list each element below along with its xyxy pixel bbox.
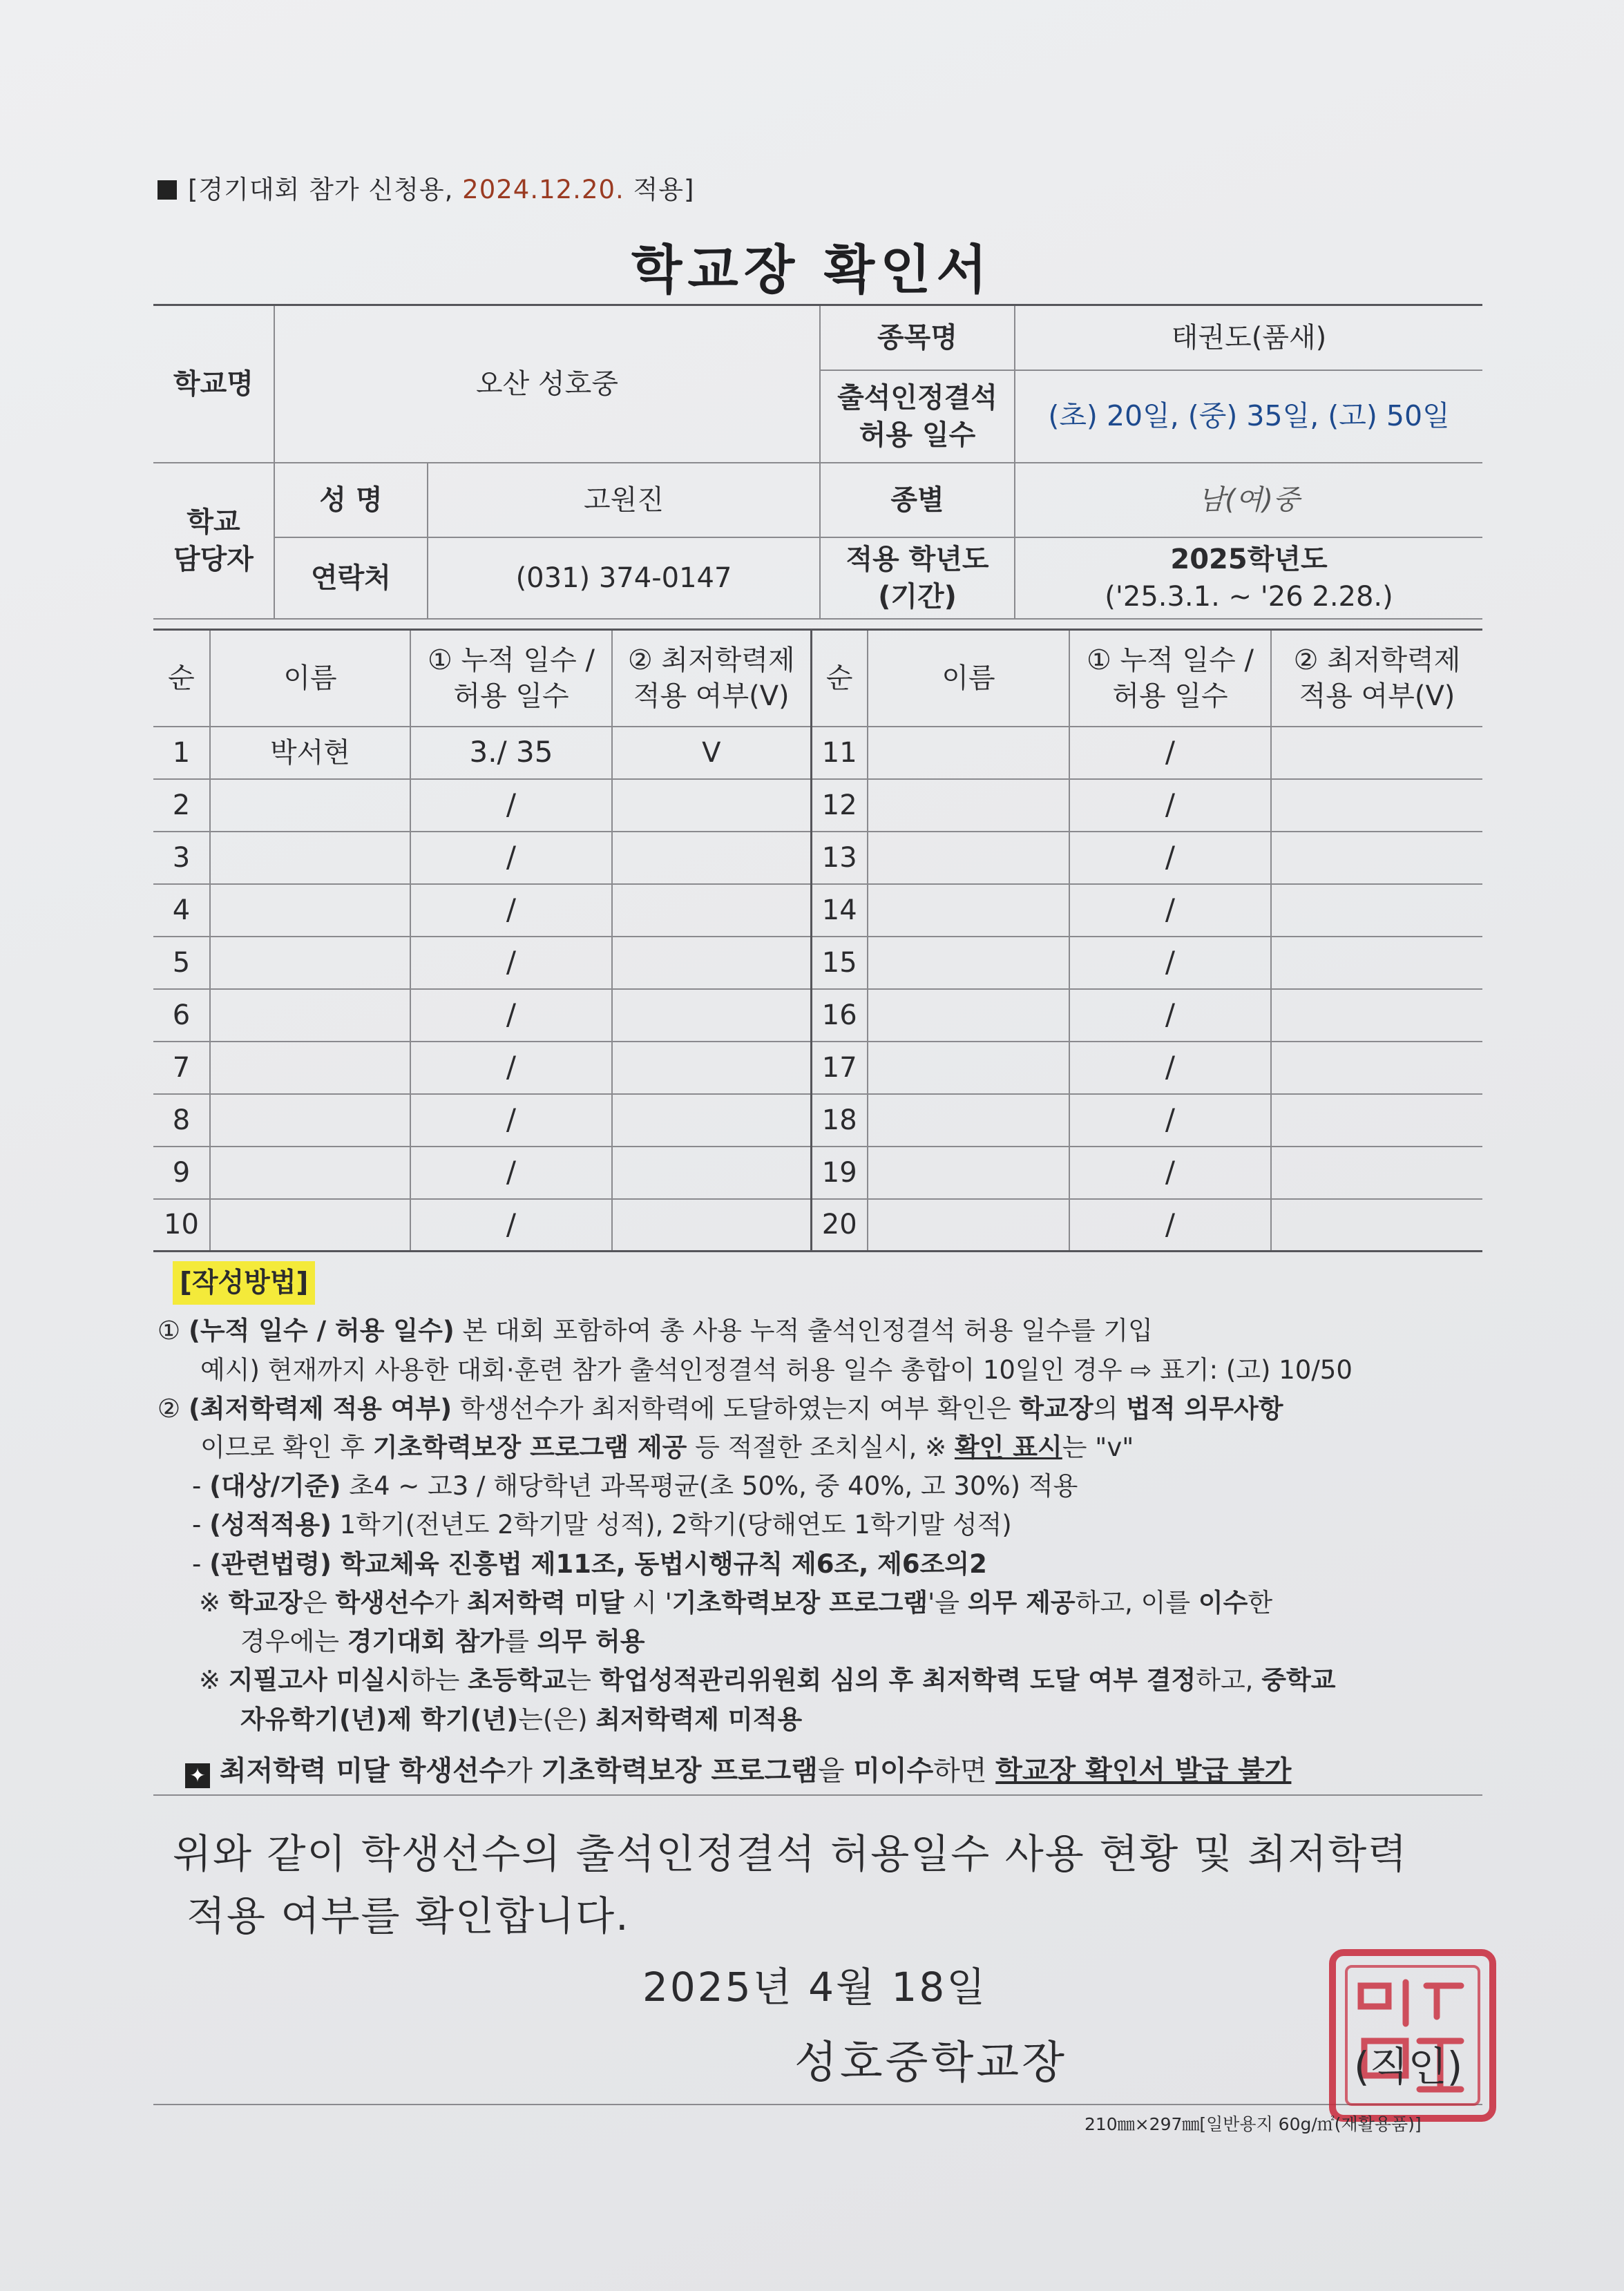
year-label-line1: 적용 학년도 xyxy=(846,543,989,575)
final-warning-part: 가 xyxy=(506,1754,542,1787)
col-header-minimum xyxy=(612,630,811,727)
note-1-mark: ※ xyxy=(199,1587,229,1618)
note-1-line2-part: 경우에는 xyxy=(240,1627,347,1657)
row-check xyxy=(612,1147,811,1199)
col-header-no: 순 xyxy=(811,630,868,727)
col-header-days-line2: 허용 일수 xyxy=(453,680,569,712)
table-row xyxy=(153,1094,1482,1147)
col-header-days-line1: ① 누적 일수 / xyxy=(1086,644,1254,676)
row-number: 16 xyxy=(811,989,868,1042)
bullet-dash: - xyxy=(192,1471,210,1502)
document-title: 학교장 확인서 xyxy=(631,239,993,300)
row-days: / xyxy=(1069,779,1271,832)
instruction-2-legal-duty: 법적 의무사항 xyxy=(1126,1393,1283,1424)
row-days: / xyxy=(1069,727,1271,779)
note-2-mark: ※ xyxy=(199,1665,229,1696)
row-name xyxy=(210,884,410,937)
row-name xyxy=(210,1147,410,1199)
note-1-line2-part: 의무 허용 xyxy=(537,1627,645,1657)
col-header-days-line1: ① 누적 일수 / xyxy=(427,644,595,676)
row-name xyxy=(210,989,410,1042)
row-days: 3./ 35 xyxy=(410,727,612,779)
row-number: 15 xyxy=(811,937,868,989)
instruction-2-number: ② xyxy=(157,1393,181,1424)
col-header-minimum-line2: 적용 여부(V) xyxy=(633,680,790,712)
bullet-grades-text: 1학기(전년도 2학기말 성적), 2학기(당해연도 1학기말 성적) xyxy=(331,1510,1012,1540)
event-value: 태권도(품새) xyxy=(1015,305,1482,370)
col-header-days-line2: 허용 일수 xyxy=(1112,680,1228,712)
row-name xyxy=(210,832,410,884)
row-number: 20 xyxy=(811,1199,868,1252)
table-row xyxy=(153,1199,1482,1252)
note-1-part: '을 xyxy=(928,1587,968,1618)
note-1-part: 기초학력보장 프로그램 xyxy=(671,1587,928,1618)
year-label xyxy=(820,537,1015,619)
row-name xyxy=(868,884,1069,937)
table-row xyxy=(153,937,1482,989)
instruction-1 xyxy=(157,1312,1484,1350)
name-label: 성 명 xyxy=(274,463,428,537)
instruction-2-particle: 의 xyxy=(1093,1393,1127,1424)
col-header-minimum-line1: ② 최저학력제 xyxy=(627,644,795,676)
year-period: ('25.3.1. ~ '26 2.28.) xyxy=(1105,580,1393,613)
instruction-2 xyxy=(157,1390,1484,1428)
row-check xyxy=(612,989,811,1042)
row-name xyxy=(868,832,1069,884)
student-roster-table xyxy=(153,629,1482,1252)
row-number: 17 xyxy=(811,1042,868,1094)
row-days: / xyxy=(1069,884,1271,937)
divider xyxy=(153,2104,1482,2105)
note-2-part: 초등학교 xyxy=(468,1665,567,1696)
row-check xyxy=(1271,937,1482,989)
category-label: 종별 xyxy=(820,463,1015,537)
statement-line-2: 적용 여부를 확인합니다. xyxy=(187,1892,630,1939)
row-check xyxy=(1271,727,1482,779)
instruction-bullet-target xyxy=(157,1467,1484,1506)
writing-instructions xyxy=(157,1261,1484,1792)
name-value: 고원진 xyxy=(428,463,820,537)
instruction-2-principal: 학교장 xyxy=(1019,1393,1093,1424)
row-number: 7 xyxy=(153,1042,210,1094)
col-header-minimum-line1: ② 최저학력제 xyxy=(1293,644,1461,676)
row-name xyxy=(868,937,1069,989)
row-name xyxy=(868,1094,1069,1147)
row-number: 13 xyxy=(811,832,868,884)
row-check: V xyxy=(612,727,811,779)
row-days: / xyxy=(410,1042,612,1094)
bullet-laws-text: 학교체육 진흥법 제11조, 동법시행규칙 제6조, 제6조의2 xyxy=(331,1549,987,1579)
bullet-laws-heading: (관련법령) xyxy=(209,1549,332,1579)
label-text-open: [경기대회 참가 신청용, xyxy=(188,175,463,204)
row-name xyxy=(210,1199,410,1252)
note-2-line2-part: 는(은) xyxy=(518,1704,596,1734)
row-number: 3 xyxy=(153,832,210,884)
note-1-part: 시 ' xyxy=(624,1587,672,1618)
row-check xyxy=(1271,1094,1482,1147)
instruction-note-2 xyxy=(157,1661,1484,1700)
row-name xyxy=(868,1199,1069,1252)
row-check xyxy=(1271,1147,1482,1199)
row-name xyxy=(868,727,1069,779)
instruction-1-text: 본 대회 포함하여 총 사용 누적 출석인정결석 허용 일수를 기입 xyxy=(454,1316,1153,1346)
table-row xyxy=(153,1147,1482,1199)
row-number: 11 xyxy=(811,727,868,779)
final-warning-part: 최저학력 미달 학생선수 xyxy=(220,1754,506,1787)
instructions-tag: [작성방법] xyxy=(173,1261,315,1305)
row-check xyxy=(612,937,811,989)
label-date: 2024.12.20. xyxy=(462,175,624,204)
row-days: / xyxy=(1069,1094,1271,1147)
note-1-part: 이수 xyxy=(1198,1587,1248,1618)
row-number: 8 xyxy=(153,1094,210,1147)
table-row xyxy=(153,832,1482,884)
row-name xyxy=(868,1147,1069,1199)
table-row xyxy=(153,727,1482,779)
instruction-note-1-line2 xyxy=(157,1622,1484,1661)
contact-value: (031) 374-0147 xyxy=(428,537,820,619)
note-1-part: 하고, 이를 xyxy=(1075,1587,1198,1618)
note-1-part: 은 xyxy=(303,1587,336,1618)
contact-label: 연락처 xyxy=(274,537,428,619)
square-bullet-icon xyxy=(157,180,177,200)
year-value xyxy=(1015,537,1482,619)
row-days: / xyxy=(1069,1042,1271,1094)
table-row xyxy=(153,884,1482,937)
row-days: / xyxy=(410,1094,612,1147)
bullet-grades-heading: (성적적용) xyxy=(209,1510,332,1540)
row-check xyxy=(612,832,811,884)
row-number: 18 xyxy=(811,1094,868,1147)
row-days: / xyxy=(410,937,612,989)
paper-size-note: 210㎜×297㎜[일반용지 60g/㎡(재활용품)] xyxy=(1085,2114,1422,2134)
manager-label-line2: 담당자 xyxy=(173,543,254,575)
note-2-part: 하는 xyxy=(410,1665,468,1696)
instruction-2-program: 기초학력보장 프로그램 제공 xyxy=(372,1432,687,1462)
instruction-bullet-grades xyxy=(157,1506,1484,1544)
row-days: / xyxy=(1069,1199,1271,1252)
final-warning-part: 하면 xyxy=(933,1754,996,1787)
final-warning-part: 을 xyxy=(817,1754,854,1787)
absence-value: (초) 20일, (중) 35일, (고) 50일 xyxy=(1015,370,1482,463)
school-label: 학교명 xyxy=(153,305,274,463)
divider xyxy=(153,1794,1482,1796)
absence-label xyxy=(820,370,1015,463)
col-header-name: 이름 xyxy=(210,630,410,727)
instruction-2-text: 학생선수가 최저학력에 도달하였는지 여부 확인은 xyxy=(452,1393,1020,1424)
row-check xyxy=(612,1094,811,1147)
row-days: / xyxy=(1069,937,1271,989)
note-2-part: 학업성적관리위원회 심의 후 최저학력 도달 여부 결정 xyxy=(599,1665,1196,1696)
row-check xyxy=(1271,1042,1482,1094)
row-number: 9 xyxy=(153,1147,210,1199)
col-header-name: 이름 xyxy=(868,630,1069,727)
row-check xyxy=(1271,884,1482,937)
instruction-1-number: ① xyxy=(157,1316,181,1346)
school-name: 오산 성호중 xyxy=(274,305,820,463)
row-name xyxy=(210,779,410,832)
row-check xyxy=(1271,779,1482,832)
row-days: / xyxy=(410,1199,612,1252)
category-value: 남(여)중 xyxy=(1015,463,1482,537)
col-header-minimum-line2: 적용 여부(V) xyxy=(1299,680,1455,712)
instruction-1-heading: (누적 일수 / 허용 일수) xyxy=(188,1316,455,1346)
col-header-days xyxy=(410,630,612,727)
instruction-2-check-mark: 확인 표시 xyxy=(954,1432,1062,1462)
seal-label: (직인) xyxy=(1354,2043,1463,2090)
row-name xyxy=(868,779,1069,832)
row-name: 박서현 xyxy=(210,727,410,779)
row-number: 12 xyxy=(811,779,868,832)
absence-label-line1: 출석인정결석 xyxy=(837,381,997,414)
row-days: / xyxy=(410,832,612,884)
manager-label-line1: 학교 xyxy=(187,506,240,538)
row-check xyxy=(1271,832,1482,884)
bullet-dash: - xyxy=(192,1549,210,1579)
document-usage-label xyxy=(157,169,694,206)
row-days: / xyxy=(410,1147,612,1199)
row-number: 6 xyxy=(153,989,210,1042)
note-2-part: 하고, xyxy=(1196,1665,1262,1696)
row-check xyxy=(612,1042,811,1094)
note-1-part: 학교장 xyxy=(228,1587,303,1618)
note-1-line2-part: 경기대회 참가 xyxy=(347,1627,505,1657)
event-label: 종목명 xyxy=(820,305,1015,370)
instruction-note-2-line2 xyxy=(157,1700,1484,1739)
row-check xyxy=(1271,1199,1482,1252)
warning-square-icon: ✦ xyxy=(185,1763,210,1788)
row-days: / xyxy=(1069,1147,1271,1199)
row-days: / xyxy=(1069,832,1271,884)
row-name xyxy=(210,1042,410,1094)
row-name xyxy=(210,937,410,989)
row-check xyxy=(1271,989,1482,1042)
instruction-2-heading: (최저학력제 적용 여부) xyxy=(188,1393,452,1424)
final-warning xyxy=(157,1750,1484,1792)
year-label-line2: (기간) xyxy=(878,580,957,613)
final-warning-part: 미이수 xyxy=(853,1754,934,1787)
row-days: / xyxy=(410,779,612,832)
row-name xyxy=(868,1042,1069,1094)
instruction-1-example: 예시) 현재까지 사용한 대회·훈련 참가 출석인정결석 허용 일수 총합이 10일인 경우 ⇨ 표기: (고) 10/50 xyxy=(200,1354,1353,1385)
row-number: 14 xyxy=(811,884,868,937)
row-number: 5 xyxy=(153,937,210,989)
note-2-line2-part: 최저학력제 미적용 xyxy=(595,1704,803,1734)
note-2-part: 는 xyxy=(566,1665,600,1696)
manager-label xyxy=(153,463,274,619)
note-1-part: 학생선수 xyxy=(335,1587,434,1618)
col-header-days xyxy=(1069,630,1271,727)
row-name xyxy=(868,989,1069,1042)
statement-line-1: 위와 같이 학생선수의 출석인정결석 허용일수 사용 현황 및 최저학력 xyxy=(173,1830,1408,1877)
table-row xyxy=(153,1042,1482,1094)
issue-date: 2025년 4월 18일 xyxy=(642,1964,988,2011)
bullet-target-text: 초4 ~ 고3 / 해당학년 과목평균(초 50%, 중 40%, 고 30%) 적용 xyxy=(341,1471,1078,1502)
row-days: / xyxy=(410,884,612,937)
row-days: / xyxy=(1069,989,1271,1042)
row-check xyxy=(612,1199,811,1252)
row-number: 1 xyxy=(153,727,210,779)
note-1-part: 최저학력 미달 xyxy=(467,1587,624,1618)
info-table xyxy=(153,304,1482,620)
note-1-part: 한 xyxy=(1248,1587,1273,1618)
row-name xyxy=(210,1094,410,1147)
instruction-2-line2-text: 이므로 확인 후 xyxy=(200,1432,373,1462)
note-1-line2-part: 를 xyxy=(504,1627,537,1657)
row-number: 10 xyxy=(153,1199,210,1252)
instruction-bullet-laws xyxy=(157,1545,1484,1584)
row-number: 19 xyxy=(811,1147,868,1199)
bullet-target-heading: (대상/기준) xyxy=(209,1471,341,1502)
col-header-no: 순 xyxy=(153,630,210,727)
instruction-2-line2-end: 는 "v" xyxy=(1062,1432,1134,1462)
note-1-part: 의무 제공 xyxy=(967,1587,1076,1618)
label-text-close: 적용] xyxy=(624,175,695,204)
row-number: 4 xyxy=(153,884,210,937)
instruction-2-line2-mid: 등 적절한 조치실시, ※ xyxy=(687,1432,955,1462)
note-2-part: 지필고사 미실시 xyxy=(228,1665,410,1696)
final-warning-part: 학교장 확인서 발급 불가 xyxy=(995,1754,1292,1787)
note-2-line2-part: 자유학기(년)제 학기(년) xyxy=(240,1704,519,1734)
bullet-dash: - xyxy=(192,1510,210,1540)
row-days: / xyxy=(410,989,612,1042)
year-value-main: 2025학년도 xyxy=(1170,543,1328,575)
final-warning-part: 기초학력보장 프로그램 xyxy=(541,1754,818,1787)
row-check xyxy=(612,884,811,937)
table-row xyxy=(153,779,1482,832)
row-number: 2 xyxy=(153,779,210,832)
note-1-part: 가 xyxy=(434,1587,467,1618)
table-row xyxy=(153,989,1482,1042)
col-header-minimum xyxy=(1271,630,1482,727)
confirmation-statement xyxy=(173,1823,1485,1948)
note-2-part: 중학교 xyxy=(1261,1665,1336,1696)
row-check xyxy=(612,779,811,832)
principal-name: 성호중학교장 xyxy=(794,2038,1067,2089)
instruction-2-line2 xyxy=(157,1428,1484,1467)
absence-label-line2: 허용 일수 xyxy=(859,419,976,451)
instruction-note-1 xyxy=(157,1584,1484,1622)
